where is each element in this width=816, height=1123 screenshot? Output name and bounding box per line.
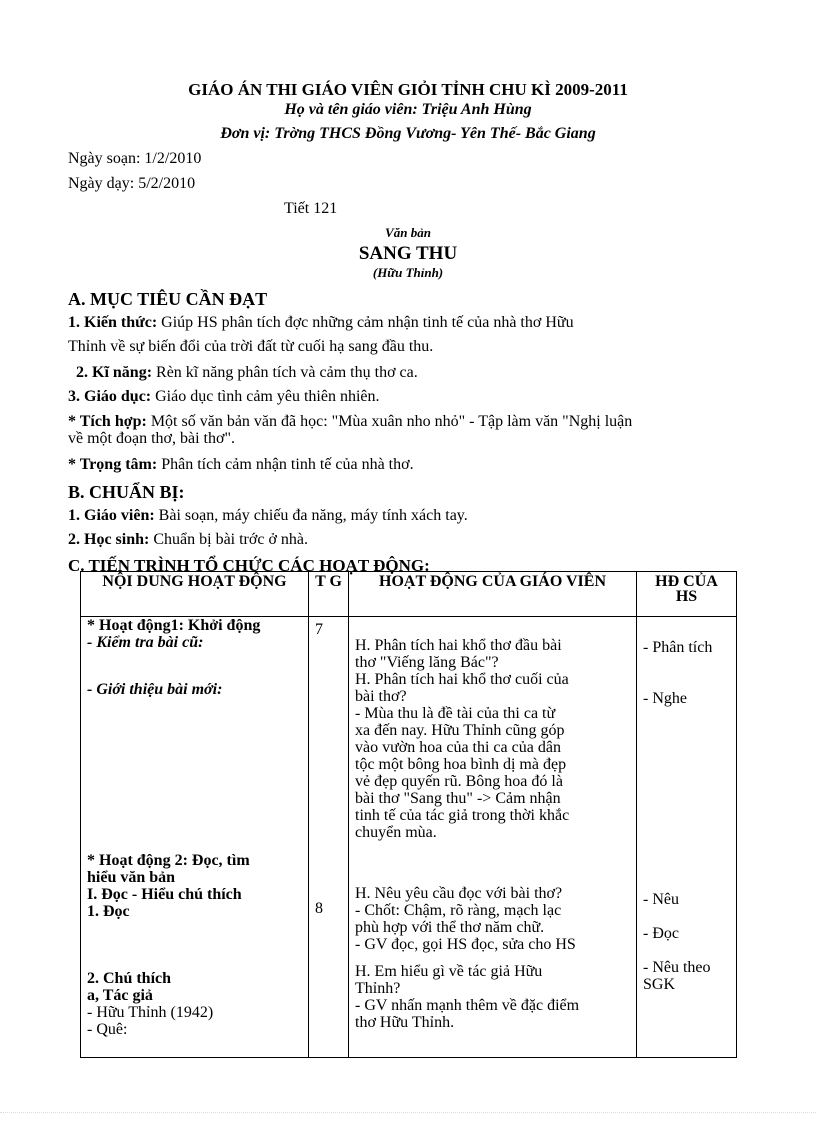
student-line: - Phân tích — [643, 639, 713, 656]
education-line — [68, 388, 380, 406]
student-line: - Đọc — [643, 925, 679, 942]
teacher-line: vào vườn hoa của thi ca của dân — [355, 739, 561, 756]
time-cell — [309, 617, 349, 1058]
teacher-line: bài thơ "Sang thu" -> Cảm nhận — [355, 790, 561, 807]
school-unit: Đơn vị: Trờng THCS Đồng Vương- Yên Thế- Bắc Giang — [220, 125, 596, 142]
teacher-line: H. Phân tích hai khổ thơ cuối của — [355, 671, 569, 688]
teacher-line: - GV nhấn mạnh thêm về đặc điểm — [355, 997, 580, 1014]
table-header-row — [81, 572, 737, 617]
student-line: SGK — [643, 976, 676, 993]
lesson-title: SANG THU — [358, 243, 458, 264]
teacher-line: tinh tế của tác giả trong thời khắc — [355, 807, 570, 824]
skill-text: Rèn kĩ năng phân tích và cảm thụ thơ ca. — [152, 364, 418, 381]
student-line: - Nêu — [643, 891, 679, 908]
prep-date: Ngày soạn: 1/2/2010 — [68, 150, 202, 167]
teacher-line: phù hợp với thể thơ năm chữ. — [355, 919, 545, 936]
integration-label: * Tích hợp: — [68, 413, 147, 430]
page-bottom-divider — [0, 1112, 816, 1113]
time-activity-2: 8 — [315, 900, 323, 917]
teacher-line: - GV đọc, gọi HS đọc, sửa cho HS — [355, 936, 576, 953]
teacher-line: H. Phân tích hai khổ thơ đầu bài — [355, 637, 562, 654]
integration-line — [68, 413, 632, 431]
student-line: - Nêu theo — [643, 959, 711, 976]
teacher-line: vẻ đẹp quyến rũ. Bông hoa đó là — [355, 773, 563, 790]
time-activity-1: 7 — [315, 621, 323, 638]
period-number: Tiết 121 — [284, 200, 338, 217]
prep-student-label: 2. Học sinh: — [68, 531, 150, 548]
focus-line — [68, 456, 414, 474]
author-hometown: - Quê: — [87, 1021, 128, 1038]
document-title: GIÁO ÁN THI GIÁO VIÊN GIỎI TỈNH CHU KÌ 2009-2011 — [188, 80, 628, 99]
education-text: Giáo dục tình cảm yêu thiên nhiên. — [151, 388, 380, 405]
prep-teacher-line — [68, 507, 468, 525]
teacher-line: H. Em hiểu gì về tác giả Hữu — [355, 963, 543, 980]
section-b-heading: B. CHUẨN BỊ: — [68, 482, 185, 502]
integration-text-2: về một đoạn thơ, bài thơ". — [68, 430, 235, 447]
author-name-year: - Hữu Thỉnh (1942) — [87, 1004, 214, 1021]
teacher-line: - Chốt: Chậm, rõ ràng, mạch lạc — [355, 902, 562, 919]
teacher-line: chuyển mùa. — [355, 824, 437, 841]
prep-teacher-text: Bài soạn, máy chiếu đa năng, máy tính xách tay. — [154, 507, 468, 524]
teach-date: Ngày dạy: 5/2/2010 — [68, 175, 196, 192]
activity-table — [80, 571, 737, 1058]
teacher-line: Thỉnh? — [355, 980, 401, 997]
knowledge-line — [68, 314, 574, 332]
student-activity-cell — [637, 617, 737, 1058]
prep-student-text: Chuẩn bị bài trớc ở nhà. — [149, 531, 309, 548]
activity-content-cell — [81, 617, 309, 1058]
focus-text: Phân tích cảm nhận tinh tế của nhà thơ. — [157, 456, 414, 473]
header-teacher-activity: HOẠT ĐỘNG CỦA GIÁO VIÊN — [349, 572, 637, 617]
teacher-line: H. Nêu yêu cầu đọc với bài thơ? — [355, 885, 563, 902]
teacher-line: xa đến nay. Hữu Thỉnh cũng góp — [355, 722, 565, 739]
reading-subsection: 1. Đọc — [87, 903, 130, 920]
activity-2-title: * Hoạt động 2: Đọc, tìm — [87, 852, 250, 869]
header-student-activity: HĐ CỦA HS — [637, 572, 737, 617]
knowledge-label: 1. Kiến thức: — [68, 314, 158, 331]
reading-section: I. Đọc - Hiểu chú thích — [87, 886, 242, 903]
teacher-name: Họ và tên giáo viên: Triệu Anh Hùng — [284, 101, 532, 118]
lesson-author: (Hữu Thỉnh) — [372, 265, 444, 280]
prep-student-line — [68, 531, 308, 549]
skill-label: 2. Kĩ năng: — [76, 364, 153, 381]
focus-label: * Trọng tâm: — [68, 456, 158, 473]
teacher-line: bài thơ? — [355, 688, 407, 705]
activity-1-title: * Hoạt động1: Khởi động — [87, 617, 261, 634]
section-c-heading: C. TIẾN TRÌNH TỔ CHỨC CÁC HOẠT ĐỘNG: — [68, 556, 430, 575]
teacher-line: thơ Hữu Thỉnh. — [355, 1014, 455, 1031]
teacher-line: - Mùa thu là đề tài của thi ca từ — [355, 705, 556, 722]
prep-teacher-label: 1. Giáo viên: — [68, 507, 155, 524]
skill-line — [76, 364, 418, 382]
teacher-line: thơ "Viếng lăng Bác"? — [355, 654, 499, 671]
header-activity-content: NỘI DUNG HOẠT ĐỘNG — [81, 572, 309, 617]
integration-text: Một số văn bản văn đã học: "Mùa xuân nho nhỏ" - Tập làm văn "Nghị luận — [146, 413, 633, 430]
old-lesson-check: - Kiểm tra bài cũ: — [87, 634, 204, 651]
notes-subsection: 2. Chú thích — [87, 970, 172, 987]
activity-2-title-2: hiểu văn bản — [87, 869, 176, 886]
table-row — [81, 617, 737, 1058]
header-time: T G — [309, 572, 349, 617]
teacher-activity-cell — [349, 617, 637, 1058]
knowledge-text: Giúp HS phân tích đợc những cảm nhận tinh tế của nhà thơ Hữu — [157, 314, 574, 331]
teacher-line: tộc một bông hoa bình dị mà đẹp — [355, 756, 567, 773]
knowledge-text-2: Thỉnh về sự biến đổi của trời đất từ cuối hạ sang đầu thu. — [68, 338, 434, 355]
author-subsection: a, Tác giả — [87, 987, 153, 1004]
section-a-heading: A. MỤC TIÊU CẦN ĐẠT — [68, 289, 268, 309]
new-lesson-intro: - Giới thiệu bài mới: — [87, 681, 223, 698]
genre-label: Văn bản — [385, 225, 431, 240]
student-line: - Nghe — [643, 690, 687, 707]
education-label: 3. Giáo dục: — [68, 388, 152, 405]
